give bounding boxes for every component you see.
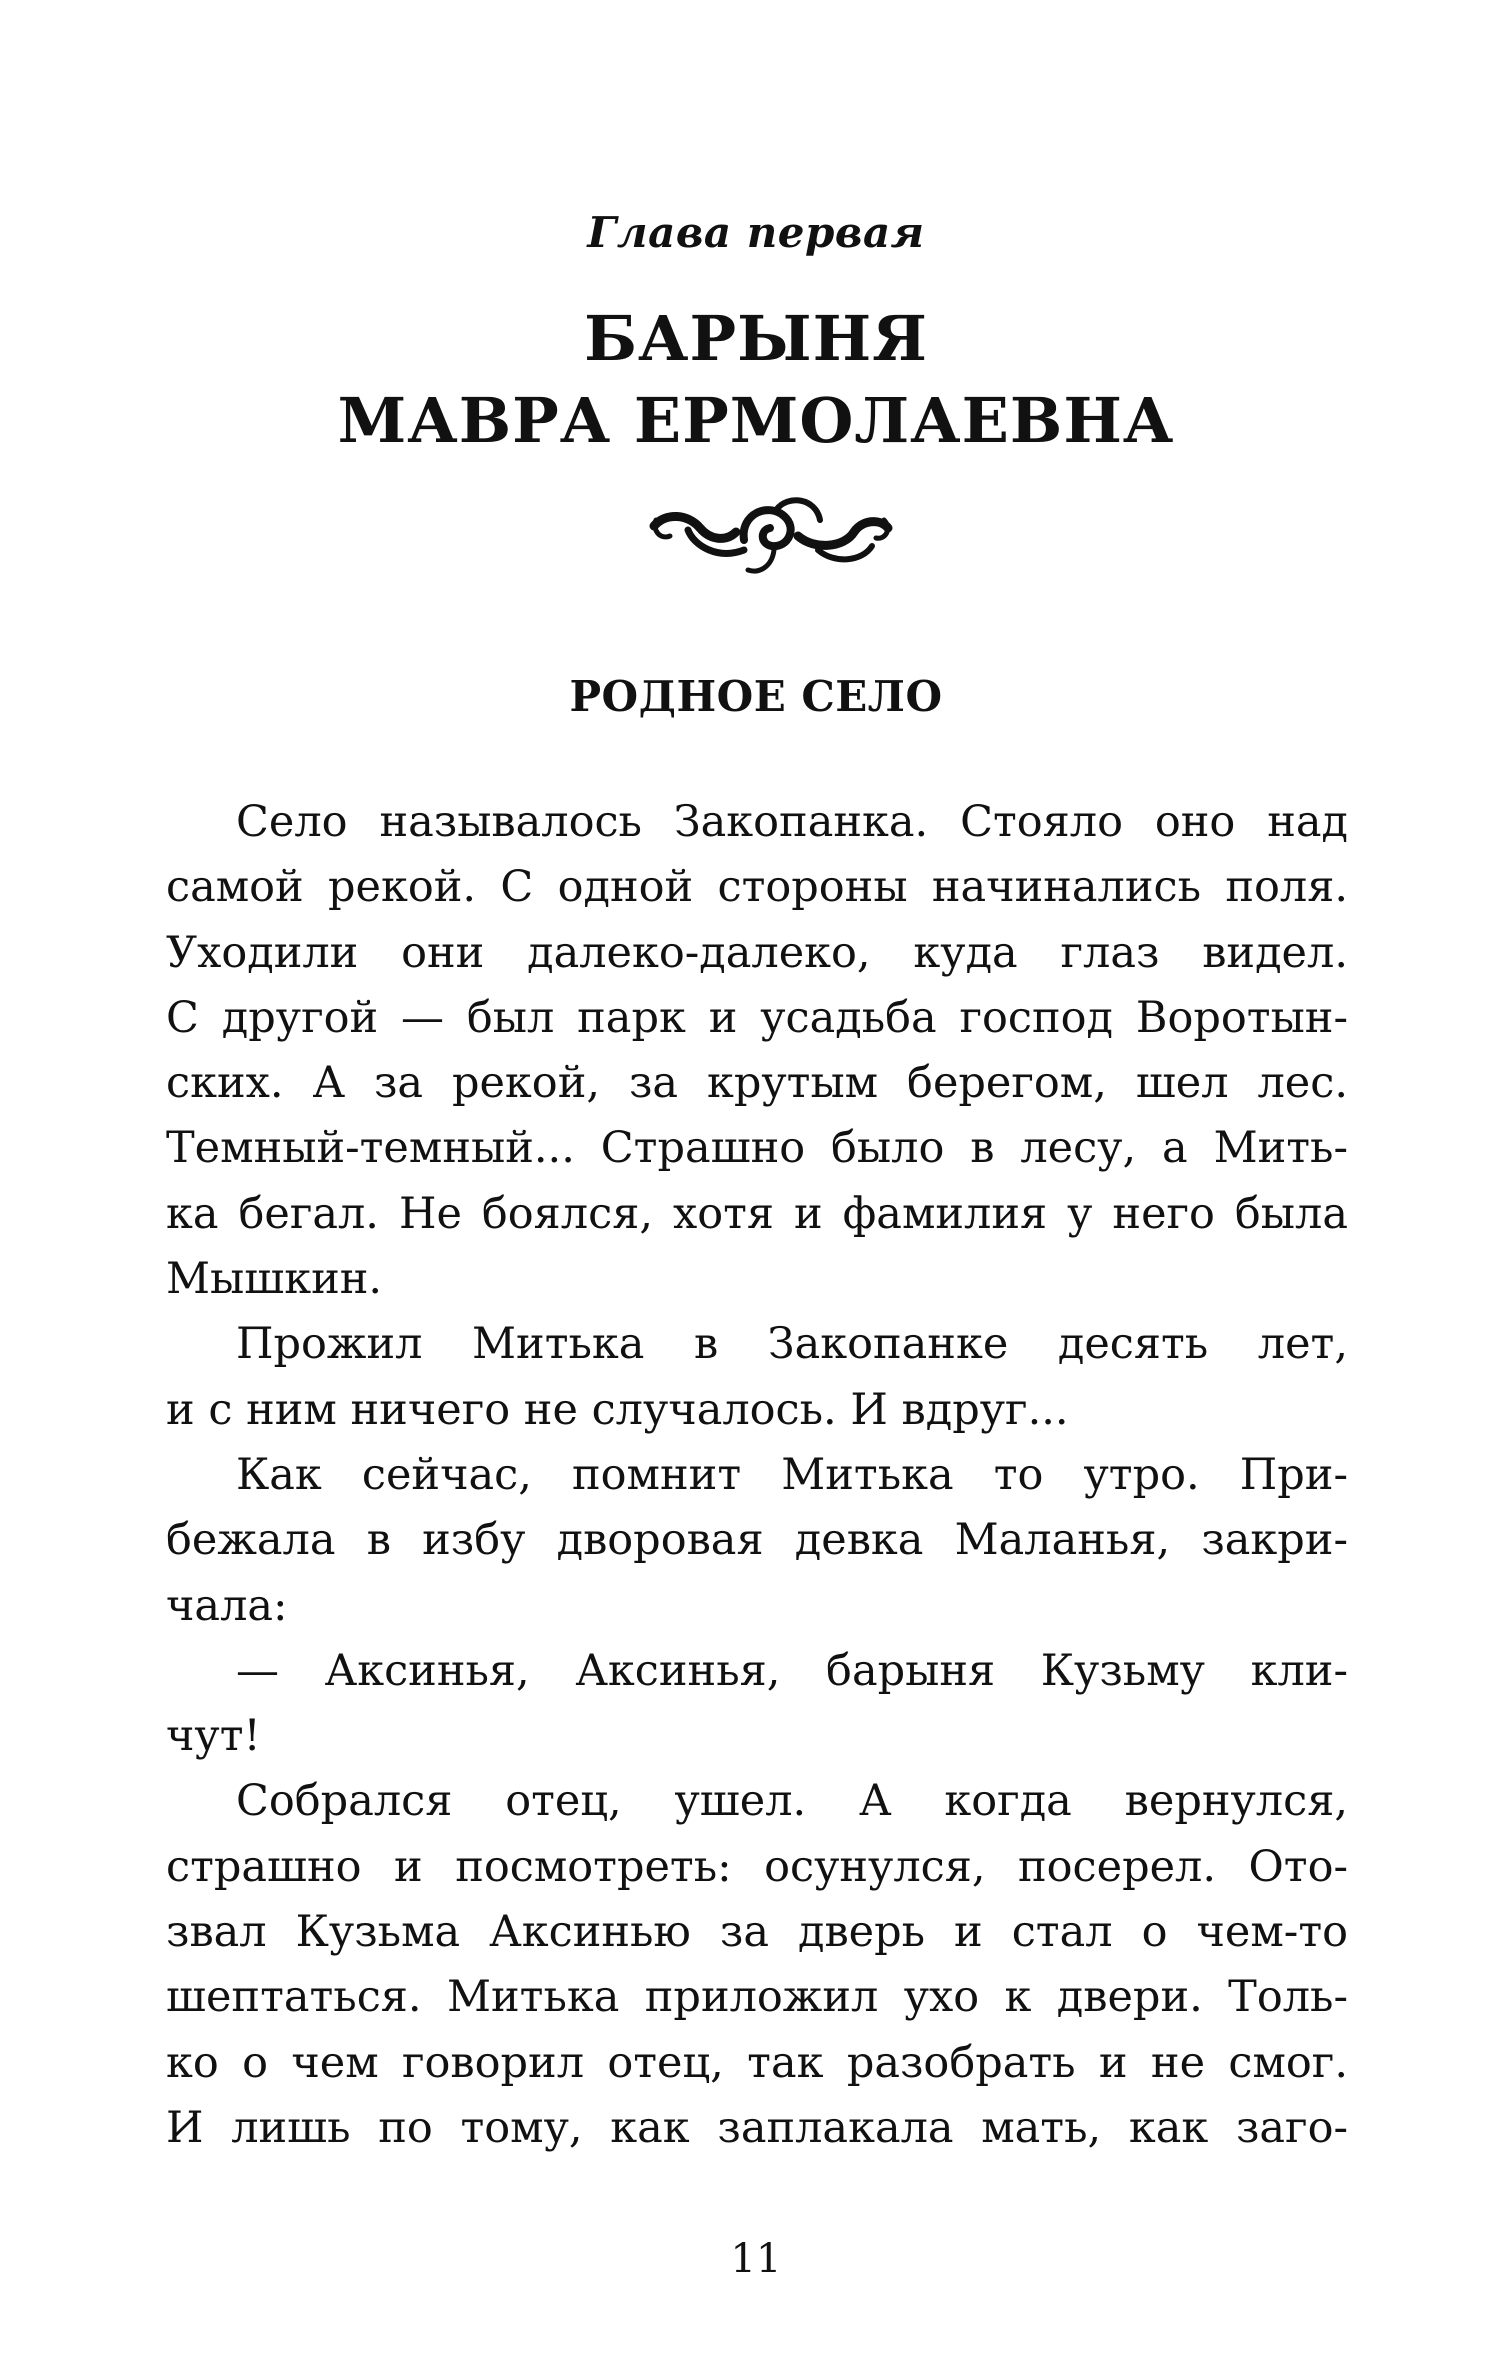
text-line: ка бегал. Не боялся, хотя и фамилия у него была [166,1188,1348,1239]
section-title: РОДНОЕ СЕЛО [569,672,943,721]
text-line: звал Кузьма Аксинью за дверь и стал о чем-то [166,1907,1348,1958]
text-line: ко о чем говорил отец, так разобрать и не смог. [166,2037,1348,2088]
text-line: — Аксинья, Аксинья, барыня Кузьму кли- [236,1645,1348,1696]
floral-divider-icon [648,490,894,580]
text-line: Собрался отец, ушел. А когда вернулся, [236,1776,1348,1827]
text-line: Темный-темный... Страшно было в лесу, а Мить- [166,1123,1348,1174]
text-line: Уходили они далеко-далеко, куда глаз видел. [166,927,1348,978]
text-line: чут! [166,1711,261,1762]
body-text [166,790,1348,2161]
text-line: Село называлось Закопанка. Стояло оно над [236,797,1348,847]
chapter-title [0,298,1512,462]
text-line: С другой — был парк и усадьба господ Воротын- [166,992,1348,1043]
text-line: шептаться. Митька приложил ухо к двери. Толь- [166,1972,1348,2023]
text-line: самой рекой. С одной стороны начинались поля. [166,862,1348,913]
text-line: Мышкин. [166,1254,383,1305]
text-line: Прожил Митька в Закопанке десять лет, [236,1319,1348,1370]
text-line: Как сейчас, помнит Митька то утро. При- [236,1449,1348,1500]
text-line: страшно и посмотреть: осунулся, посерел. Ото- [166,1841,1348,1892]
chapter-label: Глава первая [587,208,925,257]
page-number: 11 [730,2236,782,2282]
text-line: и с ним ничего не случалось. И вдруг... [166,1384,1069,1435]
text-line: И лишь по тому, как заплакала мать, как заго- [166,2102,1348,2153]
text-line: бежала в избу дворовая девка Маланья, закри- [166,1515,1348,1566]
text-line: ских. А за рекой, за крутым берегом, шел лес. [166,1058,1348,1109]
text-line: чала: [166,1580,288,1631]
chapter-title-line-1: БАРЫНЯ [584,302,928,375]
chapter-title-line-2: МАВРА ЕРМОЛАЕВНА [337,384,1175,457]
